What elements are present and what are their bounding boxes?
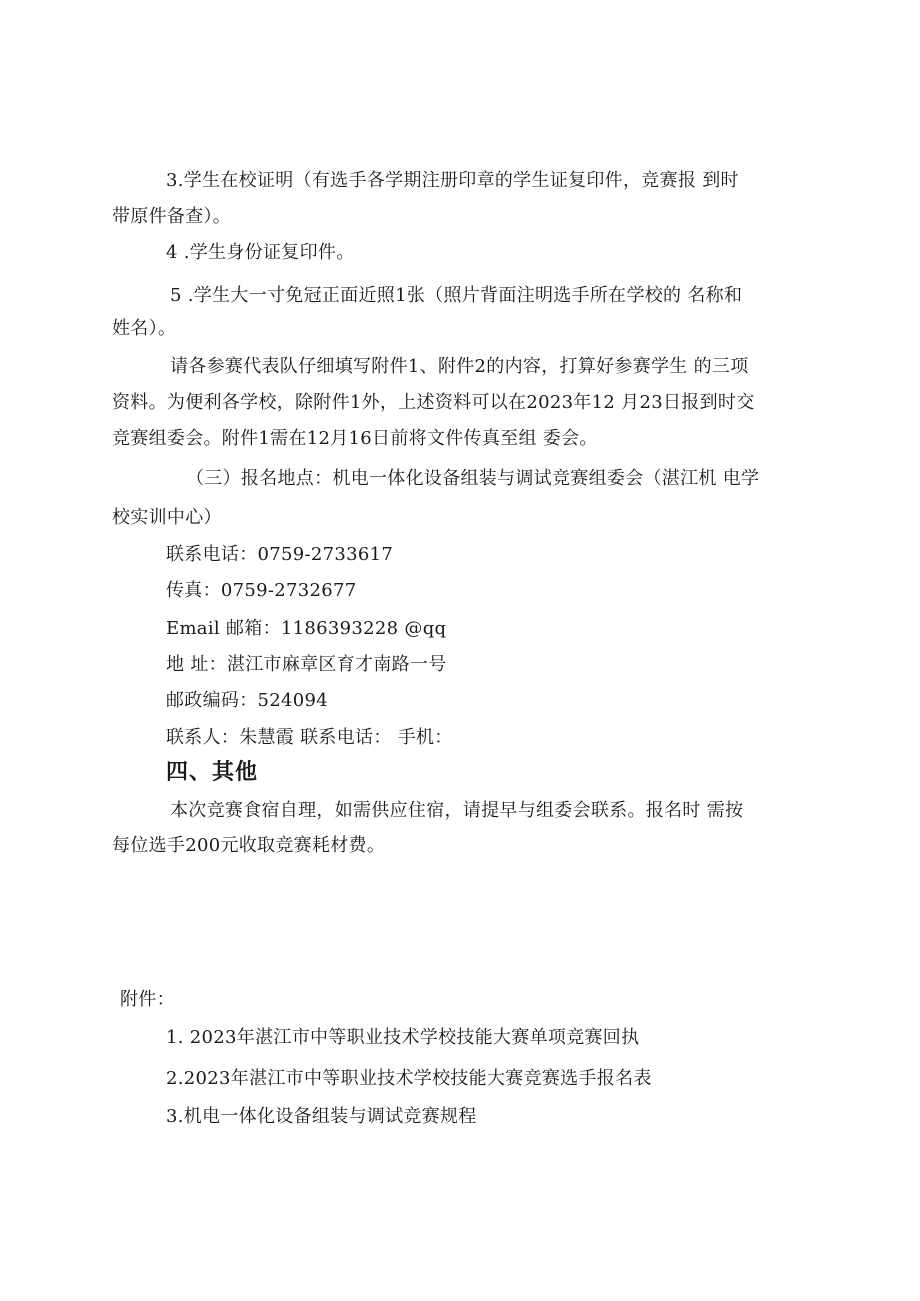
section-4-line-1: 本次竞赛食宿自理，如需供应住宿，请提早与组委会联系。报名时 需按 <box>170 800 744 821</box>
section-4-line-2: 每位选手200元收取竞赛耗材费。 <box>112 835 386 856</box>
attachments-label: 附件： <box>120 989 175 1010</box>
contact-person: 联系人：朱慧霞 联系电话： 手机： <box>166 727 453 748</box>
location-line-1: （三）报名地点：机电一体化设备组装与调试竞赛组委会（湛江机 电学 <box>186 468 760 489</box>
item-5-line-2: 姓名）。 <box>112 318 177 339</box>
attachment-item-2: 2.2023年湛江市中等职业技术学校技能大赛竞赛选手报名表 <box>166 1068 652 1089</box>
attachment-item-1: 1. 2023年湛江市中等职业技术学校技能大赛单项竞赛回执 <box>166 1027 640 1048</box>
notice-line-2: 资料。为便利各学校，除附件1外，上述资料可以在2023年12 月23日报到时交 <box>112 392 755 413</box>
item-3-line-1: 3.学生在校证明（有选手各学期注册印章的学生证复印件，竞赛报 到时 <box>166 170 739 191</box>
section-4-title: 四、其他 <box>166 760 259 785</box>
item-3-line-2: 带原件备查）。 <box>112 206 232 227</box>
contact-fax: 传真：0759-2732677 <box>166 580 357 601</box>
contact-postcode: 邮政编码：524094 <box>166 690 329 711</box>
contact-phone: 联系电话：0759-2733617 <box>166 544 394 565</box>
notice-line-3: 竞赛组委会。附件1需在12月16日前将文件传真至组 委会。 <box>112 428 598 449</box>
location-line-2: 校实训中心） <box>112 507 222 528</box>
item-5-line-1: 5 .学生大一寸免冠正面近照1张（照片背面注明选手所在学校的 名称和 <box>170 285 743 306</box>
notice-line-1: 请各参赛代表队仔细填写附件1、附件2的内容，打算好参赛学生 的三项 <box>170 356 749 377</box>
attachment-item-3: 3.机电一体化设备组装与调试竞赛规程 <box>166 1106 477 1127</box>
item-4: 4 .学生身份证复印件。 <box>166 242 355 263</box>
contact-address: 地 址：湛江市麻章区育才南路一号 <box>166 654 447 675</box>
contact-email: Email 邮箱：1186393228 @qq <box>166 618 447 639</box>
